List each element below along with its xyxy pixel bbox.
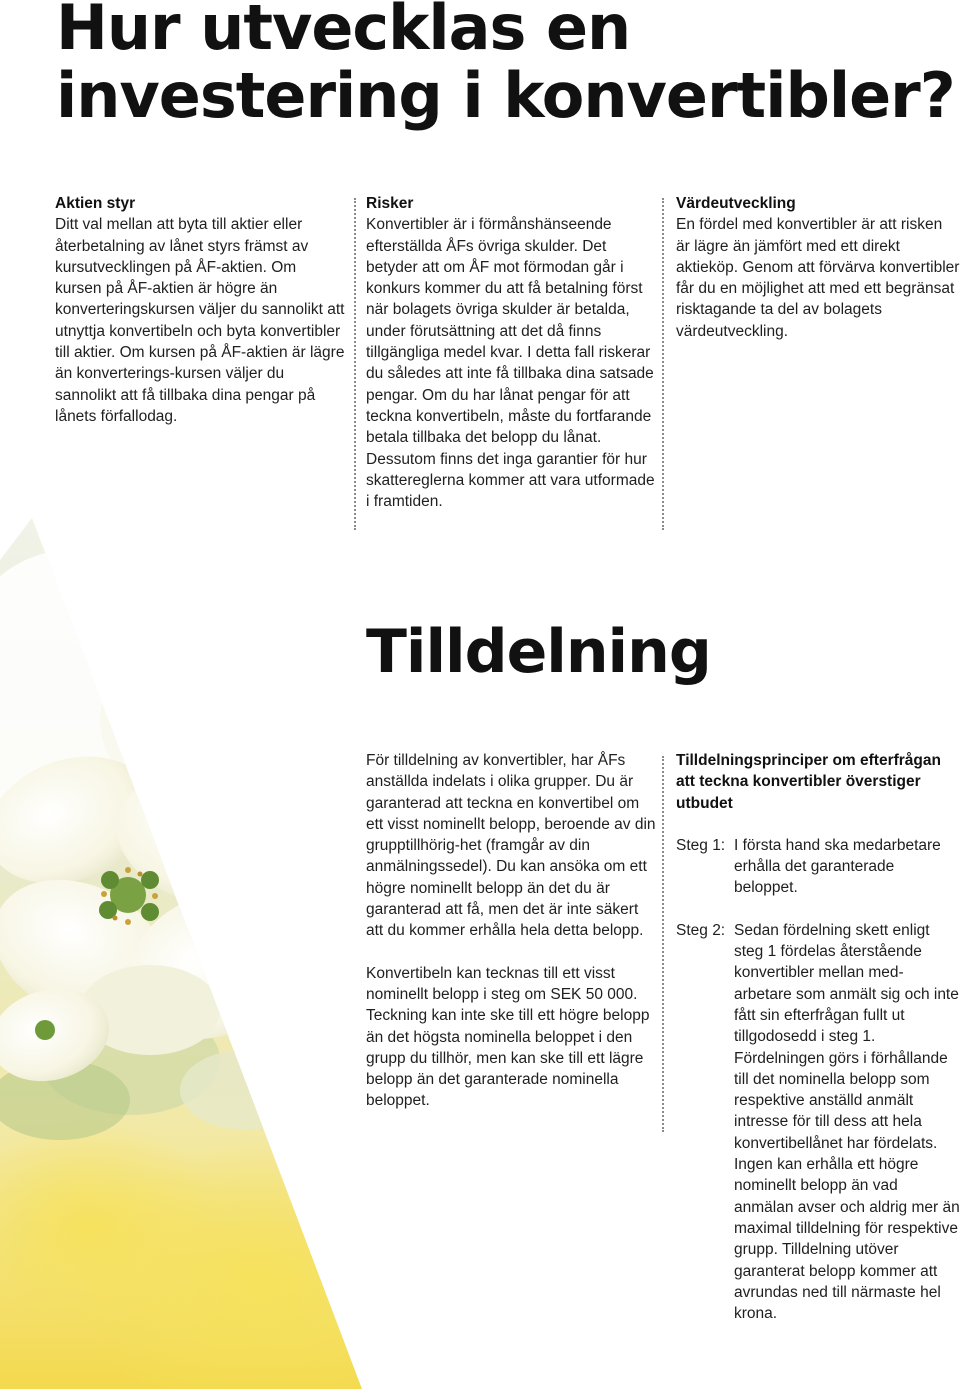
step-1-label: Steg 1: (676, 836, 726, 854)
step-2-label: Steg 2: (676, 921, 726, 939)
allocation-paragraph-1: För tilldelning av konvertibler, har ÅFs anställda indelats i olika grupper. Du är garanterad att teckna en konvertibel om ett visst nominellt belopp, beroende av din grupptillhörig-het (framgår av din anmälningssedel). Du kan ansöka om ett högre nominellt belopp än det du är garanterad att få, men det är inte säkert att du kommer erhålla hela detta belopp. (366, 752, 656, 940)
section-title: Tilldelning (366, 617, 711, 687)
column-heading-risker: Risker (366, 195, 414, 212)
column-text-vardeutveckling: En fördel med konvertibler är att risken är lägre än jämfört med ett direkt aktieköp. Genom att förvärva konvertibler får du en möjlighet att med ett begränsat risktagande ta del av bolagets värdeutveckling. (676, 216, 960, 340)
column-heading-aktien-styr: Aktien styr (55, 195, 136, 212)
step-2-text: Sedan fördelning skett enligt steg 1 fördelas återstående konvertibler mellan med-arbetare som anmält sig och inte fått sin efterfrågan fullt ut tillgodosedd i steg 1. Fördelningen görs i förhållande till det nominella belopp som respektive anställd anmält intresse för till dess att hela konvertibellånet har fördelats. Ingen kan erhålla ett högre nominellt belopp än vad anmälan avser och aldrig mer än maximal tilldelning för respektive grupp. Tilldelning utöver garanterat belopp kommer att avrundas ned till närmaste hel krona. (734, 921, 960, 1323)
title-line-1: Hur utvecklas en (56, 0, 631, 64)
principles-heading: Tilldelningsprinciper om efterfrågan att teckna konvertibler överstiger utbudet (676, 752, 941, 812)
step-2 (676, 920, 960, 1325)
allocation-paragraph-2: Konvertibeln kan tecknas till ett visst nominellt belopp i steg om SEK 50 000. Teckning kan inte ske till ett högre belopp än det högsta nominella beloppet i den grupp du tillhör, men kan ske till ett lägre belopp än det garanterade nominella beloppet. (366, 964, 650, 1110)
column-divider-3 (662, 756, 664, 1132)
allocation-column (366, 750, 656, 1112)
step-1 (676, 835, 960, 899)
column-heading-vardeutveckling: Värdeutveckling (676, 195, 796, 212)
column-text-risker: Konvertibler är i förmånshänseende efterställda ÅFs övriga skulder. Det betyder att om ÅF mot förmodan går i konkurs kommer du att få betalning först när bolagets övriga skulder är betalda, under förutsättning att det då finns tillgängliga medel kvar. I detta fall riskerar du således att inte få tillbaka dina satsade pengar. Om du har lånat pengar för att teckna konvertibeln, måste du fortfarande betala tillbaka det belopp du lånat. Dessutom finns det inga garantier för hur skattereglerna kommer att vara utformade i framtiden. (366, 216, 655, 511)
title-line-2: investering i konvertibler? (56, 59, 955, 132)
principles-column (676, 750, 960, 1345)
step-1-text: I första hand ska medarbetare erhålla det garanterade beloppet. (734, 836, 941, 897)
column-text-aktien-styr: Ditt val mellan att byta till aktier eller återbetalning av lånet styrs främst av kursutvecklingen på ÅF-aktien. Om kursen på ÅF-aktien är högre än konverteringskursen väljer du sannolikt att utnyttja konvertibeln och byta konvertibler till aktier. Om kursen på ÅF-aktien är lägre än konverterings-kursen väljer du sannolikt att få tillbaka dina pengar på lånets förfallodag. (55, 216, 345, 425)
